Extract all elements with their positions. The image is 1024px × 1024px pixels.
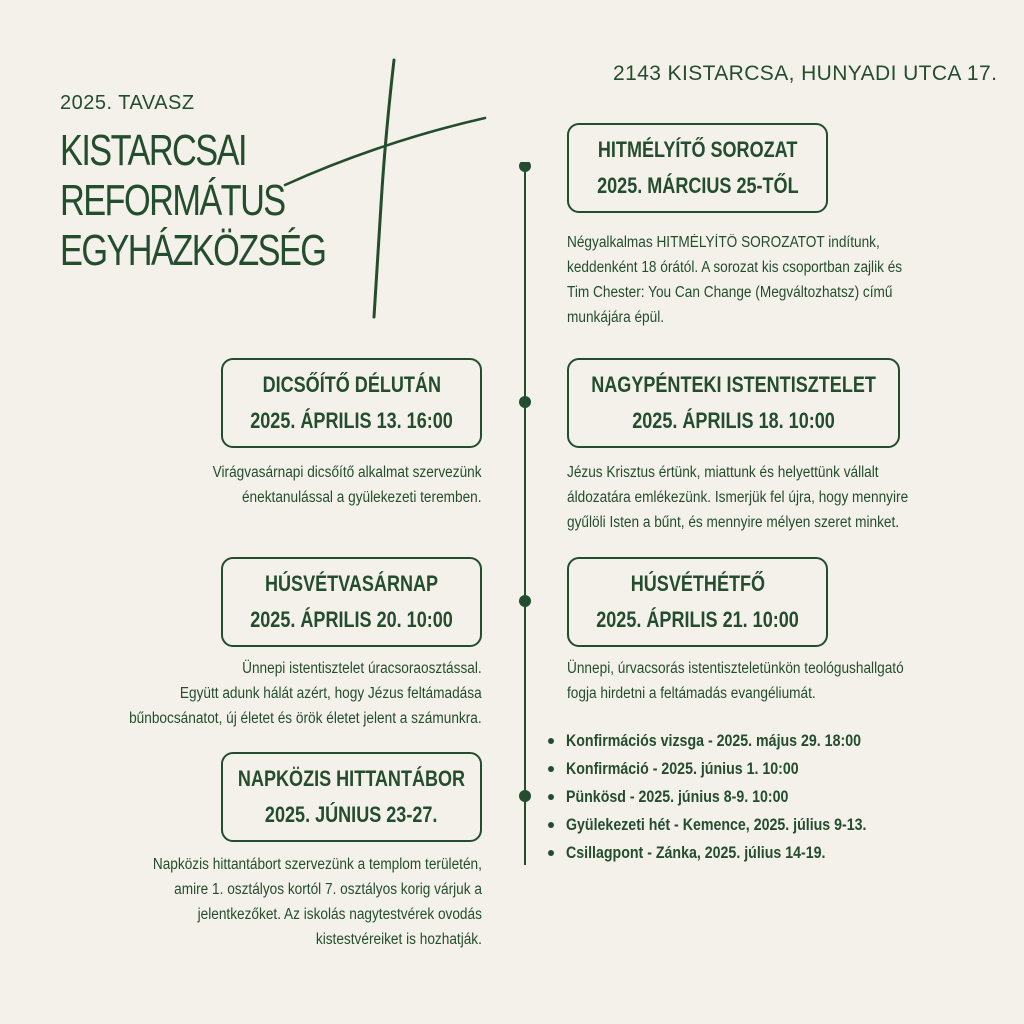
event-box-nagypenteki (567, 358, 900, 448)
event-date: 2025. JÚNIUS 23-27. (265, 802, 438, 827)
event-date: 2025. ÁPRILIS 13. 16:00 (250, 408, 453, 433)
event-box-dicsoito (221, 358, 482, 448)
event-description-husvetvasarnap: Ünnepi istentisztelet úracsoraosztással. Együtt adunk hálát azért, hogy Jézus feltámadása bűnbocsánatot, új életet és örök életet jelent a számunkra. (129, 660, 482, 727)
list-item: Gyülekezeti hét - Kemence, 2025. július 9-13. (548, 811, 915, 839)
event-name: NAGYPÉNTEKI ISTENTISZTELET (591, 372, 876, 397)
event-box-hitmelyito (567, 123, 828, 213)
event-description-nagypenteki: Jézus Krisztus értünk, miattunk és helyettünk vállalt áldozatára emlékezünk. Ismerjük fel újra, hogy mennyire gyűlöli Isten a bűnt, és mennyire mélyen szeret minket. (567, 464, 909, 531)
event-name: NAPKÖZIS HITTANTÁBOR (237, 766, 466, 791)
event-date: 2025. MÁRCIUS 25-TŐL (596, 173, 799, 198)
timeline-dot (519, 396, 531, 408)
event-description-napkozis: Napközis hittantábort szervezünk a templom területén, amire 1. osztályos kortól 7. osztályos korig várjuk a jelentkezőket. Az iskolás nagytestvérek ovodás kistestvéreiket is hozhatják. (152, 856, 483, 948)
timeline (519, 162, 531, 867)
title-line: KISTARCSAI (60, 126, 246, 175)
event-description-dicsoito: Virágvasárnapi dicsőítő alkalmat szervezünk énektanulással a gyülekezeti teremben. (213, 464, 482, 506)
list-item: Konfirmáció - 2025. június 1. 10:00 (548, 755, 915, 783)
event-description-hitmelyito: Négyalkalmas HITMÉLYÍTŐ SOROZATOT indítunk, keddenként 18 órától. A sorozat kis csoportban zajlik és Tim Chester: You Can Change (Megváltozhatsz) című munkájára épül. (567, 234, 903, 326)
timeline-dot (519, 595, 531, 607)
title-line: EGYHÁZKÖZSÉG (60, 226, 326, 275)
list-item: Konfirmációs vizsga - 2025. május 29. 18:00 (548, 727, 915, 755)
timeline-dot (519, 790, 531, 802)
timeline-dot (519, 162, 531, 172)
event-name: HITMÉLYÍTŐ SOROZAT (597, 137, 798, 162)
list-item: Csillagpont - Zánka, 2025. július 14-19. (548, 839, 915, 867)
cross-icon (280, 55, 500, 320)
address: 2143 KISTARCSA, HUNYADI UTCA 17. (613, 62, 998, 85)
event-date: 2025. ÁPRILIS 21. 10:00 (596, 607, 799, 632)
event-name: HÚSVÉTVASÁRNAP (264, 571, 439, 596)
event-date: 2025. ÁPRILIS 20. 10:00 (250, 607, 453, 632)
season-label: 2025. TAVASZ (60, 92, 195, 114)
list-item: Pünkösd - 2025. június 8-9. 10:00 (548, 783, 915, 811)
event-name: HÚSVÉTHÉTFŐ (630, 571, 765, 596)
event-description-husvethetfo: Ünnepi, úrvacsorás istentiszteletünkön teológushallgató fogja hirdetni a feltámadás evangéliumát. (567, 660, 904, 702)
upcoming-events-list (548, 727, 915, 867)
event-box-husvethetfo (567, 557, 828, 647)
event-box-husvetvasarnap (221, 557, 482, 647)
event-date: 2025. ÁPRILIS 18. 10:00 (632, 408, 835, 433)
event-box-napkozis (221, 752, 482, 842)
event-name: DICSŐÍTŐ DÉLUTÁN (262, 372, 441, 397)
title-line: REFORMÁTUS (60, 176, 285, 225)
